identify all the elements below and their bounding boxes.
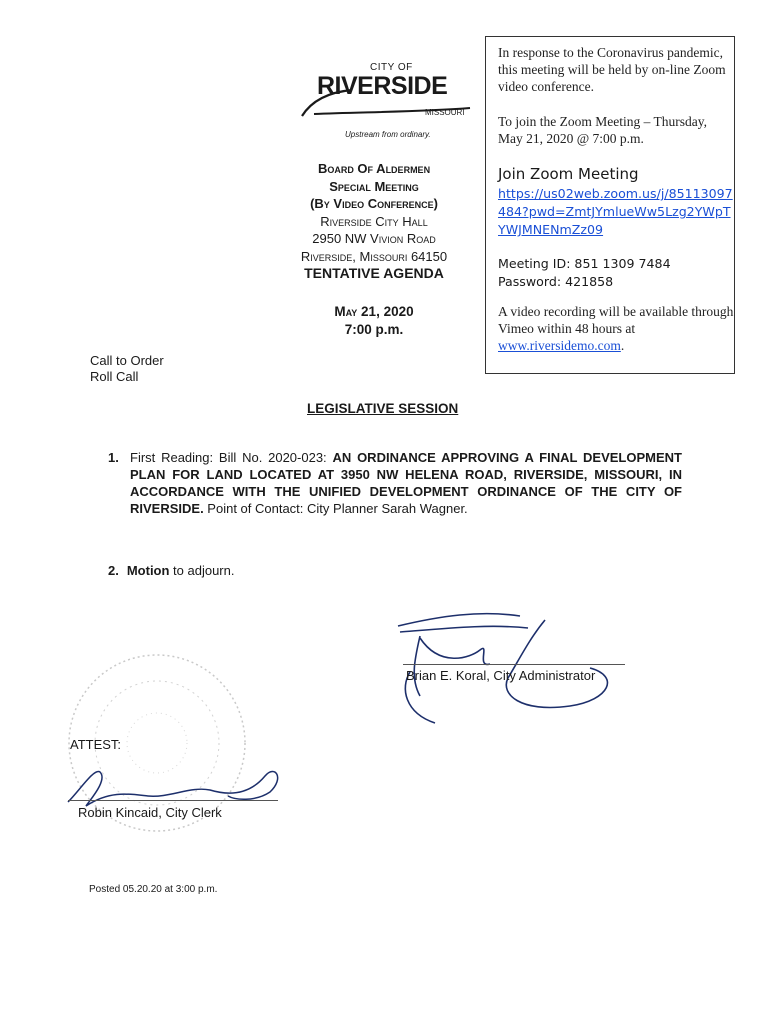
item-number: 1. [108, 450, 119, 465]
zoom-meeting-id: Meeting ID: 851 1309 7484 [498, 256, 671, 271]
meeting-date: May 21, 2020 [334, 304, 414, 319]
zoom-join-title: Join Zoom Meeting [498, 165, 639, 183]
recording-period: . [620, 338, 625, 353]
video-conference-note: (By Video Conference) [310, 196, 438, 211]
posted-timestamp: Posted 05.20.20 at 3:00 p.m. [89, 884, 218, 895]
logo-riverside: RIVERSIDE [317, 72, 448, 100]
board-title: Board Of Aldermen [317, 161, 431, 176]
zoom-meeting-link[interactable]: https://us02web.zoom.us/j/85113097484?pwd=ZmtJYmlueWw5Lzg2YWpTYWJMNENmZz09 [498, 186, 733, 237]
opening-items [90, 353, 164, 385]
item-suffix: Point of Contact: City Planner Sarah Wagner. [203, 501, 468, 516]
zoom-password: Password: 421858 [498, 274, 614, 289]
logo-tagline: Upstream from ordinary. [345, 130, 431, 139]
attest-label: ATTEST: [70, 737, 122, 752]
website-link[interactable]: www.riversidemo.com [498, 338, 621, 353]
meeting-header [285, 160, 463, 283]
city-hall: Riverside City Hall [320, 213, 428, 229]
agenda-title: TENTATIVE AGENDA [304, 265, 444, 281]
meeting-date-block [285, 303, 463, 339]
call-to-order: Call to Order [90, 353, 164, 368]
item-number: 2. [108, 563, 119, 578]
zoom-intro: In response to the Coronavirus pandemic, this meeting will be held by on-line Zoom video conference. [498, 45, 726, 94]
clerk-name: Robin Kincaid, City Clerk [78, 805, 222, 820]
administrator-signature-line [403, 664, 625, 665]
logo-state: MISSOURI [425, 108, 465, 117]
city-address: Riverside, Missouri 64150 [300, 248, 448, 264]
administrator-signature-icon [380, 598, 630, 728]
meeting-type: Special Meeting [329, 178, 419, 194]
meeting-time: 7:00 p.m. [344, 322, 404, 337]
zoom-join-text: To join the Zoom Meeting – Thursday, May 21, 2020 @ 7:00 p.m. [498, 114, 708, 146]
item-text [130, 449, 682, 517]
ordinance-title: AN ORDINANCE APPROVING A FINAL DEVELOPMENT PLAN FOR LAND LOCATED AT 3950 NW HELENA ROAD, RIVERSIDE, MISSOURI, IN ACCORDANCE WITH THE UNIFIED DEVELOPMENT ORDINANCE OF THE CITY OF RIVERSIDE. [130, 450, 682, 516]
road-address: 2950 NW Vivion Road [312, 231, 436, 246]
zoom-info-box [485, 36, 735, 374]
agenda-item-2 [108, 563, 234, 578]
roll-call: Roll Call [90, 369, 139, 384]
item-suffix: to adjourn. [169, 563, 235, 578]
motion-label: Motion [126, 563, 170, 578]
logo-city-of: CITY OF [370, 62, 413, 73]
clerk-signature-line [68, 800, 278, 801]
administrator-name: Brian E. Koral, City Administrator [406, 668, 596, 683]
zoom-credentials [498, 255, 671, 291]
recording-note [498, 303, 734, 354]
item-prefix: First Reading: Bill No. 2020-023: [130, 450, 333, 465]
riverside-logo [300, 62, 472, 152]
recording-text: A video recording will be available through Vimeo within 48 hours at [498, 304, 734, 336]
session-title: LEGISLATIVE SESSION [307, 401, 459, 416]
